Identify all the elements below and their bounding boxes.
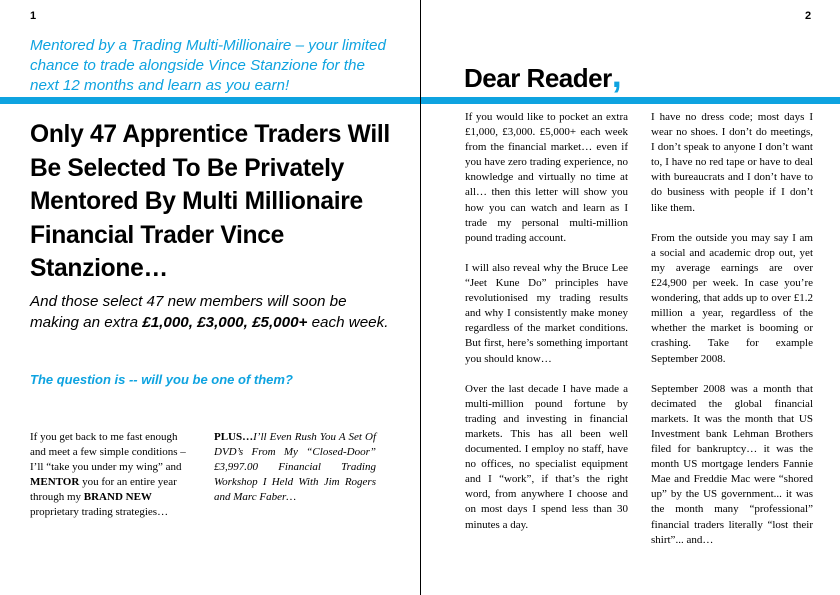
offer-text-2: you for an entire year through my [30, 476, 177, 504]
page-number-right: 2 [805, 10, 812, 22]
paragraph: I will also reveal why the Bruce Lee “Jeet Kune Do” principles have revolutionised my trading results and why I consistently make money regardless of the market conditions. But first, here’s something important you should know… [465, 261, 628, 365]
salutation-text: Dear Reader [464, 63, 612, 93]
offer-text-1: If you get back to me fast enough and meet a few simple conditions – I’ll “take you under my wing” and [30, 431, 186, 474]
paragraph: I have no dress code; most days I wear no shoes. I don’t do meetings, I don’t speak to anyone I don’t want to, I have no red tape or have to deal with bureaucrats and I don’t have to do business with people if I don’t like them. [651, 111, 813, 214]
column-plus-bonus [214, 430, 376, 505]
accent-band-left [0, 97, 421, 104]
subheadline-start: And those select 47 new members will soon be making an extra [30, 293, 347, 331]
intro-tagline: Mentored by a Trading Multi-Millionaire – your limited chance to trade alongside Vince Stanzione for the next 12 months and learn as you earn! [30, 37, 386, 94]
letter-column-2 [651, 110, 813, 563]
question-callout: The question is -- will you be one of them? [30, 372, 293, 387]
subheadline [30, 292, 390, 333]
salutation [464, 54, 621, 96]
subheadline-end: each week. [307, 313, 389, 331]
bonus-plus: PLUS… [214, 431, 254, 443]
paragraph: If you would like to pocket an extra £1,000, £3,000. £5,000+ each week from the financial market… even if you have zero trading experience, no knowledge and virtually no time at all… then this letter will show you how you can watch and learn as I trade my personal multi-million pound trading account. [465, 111, 628, 244]
salutation-comma: , [611, 54, 622, 95]
offer-brand-new: BRAND NEW [83, 491, 152, 504]
paragraph: From the outside you may say I am a social and academic drop out, yet my average earnings are over £24,900 per week. In case you’re wondering, that adds up to over £1.2 million a year, regardless of the whether the market is booming or crashing. Take for example September 2008. [651, 231, 813, 365]
paragraph: September 2008 was a month that decimated the global financial markets. It was the month that US Investment bank Lehman Brothers filed for bankruptcy… it was the month US mortgage lenders Fannie Mae and Freddie Mac were “shored up” by the US government... it was the month many “professional” financial traders literally “lost their shirt”... and… [651, 382, 813, 546]
subheadline-amounts: £1,000, £3,000, £5,000+ [142, 313, 308, 331]
column-mentor-offer [30, 430, 195, 521]
paragraph: Over the last decade I have made a multi-million pound fortune by trading and investing in financial markets. This has all been well documented. I employ no staff, have no offices, no specialist equipment and I “work”, if that’s the right word, from anywhere I choose and on most days I spend less than 30 minutes a day. [465, 382, 628, 531]
letter-column-1 [465, 110, 628, 548]
main-headline: Only 47 Apprentice Traders Will Be Selected To Be Privately Mentored By Multi Millionaire Financial Trader Vince Stanzione… [30, 121, 390, 283]
bonus-text: I’ll Even Rush You A Set Of DVD’s From My “Closed-Door” £3,997.00 Financial Trading Workshop I Held With Jim Rogers and Marc Faber… [214, 431, 376, 504]
right-page [421, 0, 840, 595]
accent-band-right [421, 97, 840, 104]
offer-mentor: MENTOR [30, 476, 80, 489]
page-number-left: 1 [30, 10, 37, 22]
offer-text-3: proprietary trading strategies… [30, 506, 169, 519]
